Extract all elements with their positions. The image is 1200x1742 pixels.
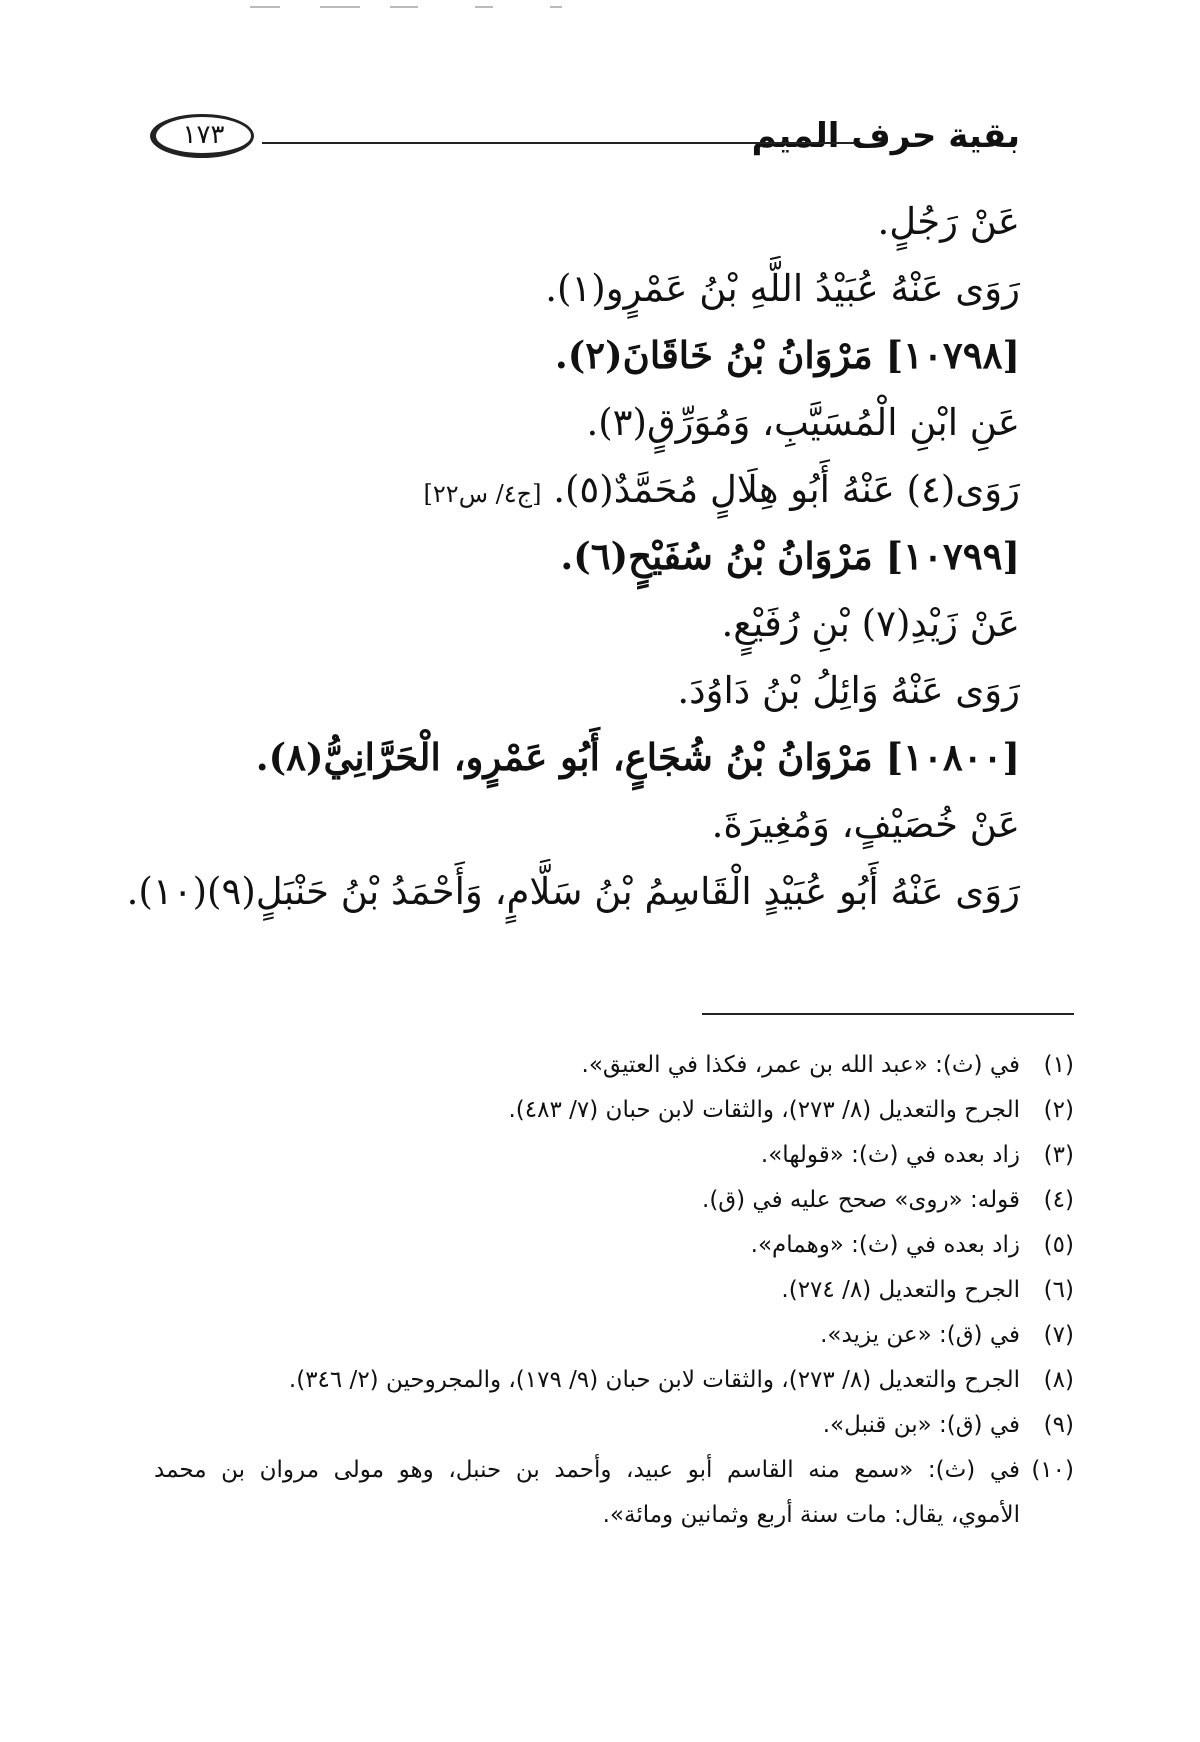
footnote-text: الجرح والتعديل (٨/ ٢٧٤). — [781, 1277, 1020, 1303]
entry-heading — [140, 322, 1020, 389]
footnote-separator — [702, 1013, 1074, 1015]
page-number: ١٧٣ — [182, 120, 225, 150]
footnote-number: (٨) — [1043, 1367, 1074, 1393]
line-text: عَنِ ابْنِ الْمُسَيَّبِ، وَمُوَرِّقٍ(٣). — [586, 401, 1020, 444]
text-line — [140, 389, 1020, 456]
footnote — [154, 1358, 1074, 1403]
line-text: عَنْ خُصَيْفٍ، وَمُغِيرَةَ. — [711, 803, 1020, 846]
main-text — [126, 188, 1020, 925]
line-text: عَنْ زَيْدِ(٧) بْنِ رُفَيْعٍ. — [721, 602, 1020, 645]
footnote-text: الجرح والتعديل (٨/ ٢٧٣)، والثقات لابن حبان (٩/ ١٧٩)، والمجروحين (٢/ ٣٤٦). — [288, 1367, 1020, 1393]
footnote-text: في (ق): «عن يزيد». — [820, 1322, 1020, 1348]
footnote — [154, 1448, 1074, 1493]
footnote-number: (٩) — [1043, 1412, 1074, 1438]
line-text: عَنْ رَجُلٍ. — [877, 200, 1020, 243]
page-number-badge — [150, 114, 254, 158]
footnote-number: (٧) — [1043, 1322, 1074, 1348]
footnote-number: (١٠) — [1031, 1457, 1074, 1483]
line-text: [١٠٨٠٠] مَرْوَانُ بْنُ شُجَاعٍ، أَبُو عَمْرٍو، الْحَرَّانِيُّ(٨). — [255, 735, 1020, 779]
line-text: رَوَى(٤) عَنْهُ أَبُو هِلَالٍ مُحَمَّدٌ(٥). — [553, 468, 1020, 511]
scan-artifacts — [250, 6, 600, 10]
line-text: [١٠٧٩٨] مَرْوَانُ بْنُ خَاقَانَ(٢). — [554, 333, 1020, 377]
footnote — [154, 1043, 1074, 1088]
text-line — [140, 255, 1020, 322]
text-line — [140, 188, 1020, 255]
footnote-text: الجرح والتعديل (٨/ ٢٧٣)، والثقات لابن حبان (٧/ ٤٨٣). — [508, 1097, 1020, 1123]
footnote-text: الأموي، يقال: مات سنة أربع وثمانين ومائة». — [602, 1502, 1020, 1528]
text-line — [140, 456, 1020, 523]
manuscript-reference: [ج٤/ س٢٢] — [423, 480, 542, 508]
footnote-number: (١) — [1043, 1052, 1074, 1078]
footnote-number: (٣) — [1043, 1142, 1074, 1168]
footnote — [154, 1403, 1074, 1448]
line-text: رَوَى عَنْهُ عُبَيْدُ اللَّهِ بْنُ عَمْرٍو(١). — [545, 267, 1020, 310]
footnote — [154, 1178, 1074, 1223]
page-header — [150, 112, 1020, 168]
header-rule — [262, 142, 855, 144]
text-line — [126, 858, 1020, 925]
footnote — [154, 1223, 1074, 1268]
footnote — [154, 1133, 1074, 1178]
footnote-text: قوله: «روى» صحح عليه في (ق). — [702, 1187, 1020, 1213]
line-text: رَوَى عَنْهُ أَبُو عُبَيْدٍ الْقَاسِمُ بْنُ سَلَّامٍ، وَأَحْمَدُ بْنُ حَنْبَلٍ(٩)(١٠). — [126, 870, 1020, 913]
text-line — [140, 657, 1020, 724]
text-line — [140, 590, 1020, 657]
footnote-text: في (ث): «عبد الله بن عمر، فكذا في العتيق». — [581, 1052, 1020, 1078]
running-title: بقية حرف الميم — [751, 116, 1020, 156]
footnote-text: في (ث): «سمع منه القاسم أبو عبيد، وأحمد بن حنبل، وهو مولى مروان بن محمد — [154, 1457, 1020, 1483]
footnote-number: (٥) — [1043, 1232, 1074, 1258]
footnote-continuation — [154, 1493, 1074, 1538]
entry-heading — [140, 523, 1020, 590]
footnote-text: في (ق): «بن قنبل». — [822, 1412, 1020, 1438]
footnote-text: زاد بعده في (ث): «وهمام». — [750, 1232, 1020, 1258]
footnote-number: (٦) — [1043, 1277, 1074, 1303]
footnotes — [154, 1043, 1074, 1538]
entry-heading — [140, 724, 1020, 791]
footnote — [154, 1088, 1074, 1133]
footnote-text: زاد بعده في (ث): «قولها». — [760, 1142, 1020, 1168]
text-line — [140, 791, 1020, 858]
footnote-number: (٤) — [1043, 1187, 1074, 1213]
footnote — [154, 1313, 1074, 1358]
footnote-number: (٢) — [1043, 1097, 1074, 1123]
line-text: رَوَى عَنْهُ وَائِلُ بْنُ دَاوُدَ. — [677, 669, 1020, 712]
footnote — [154, 1268, 1074, 1313]
line-text: [١٠٧٩٩] مَرْوَانُ بْنُ سُفَيْحٍ(٦). — [560, 534, 1020, 578]
